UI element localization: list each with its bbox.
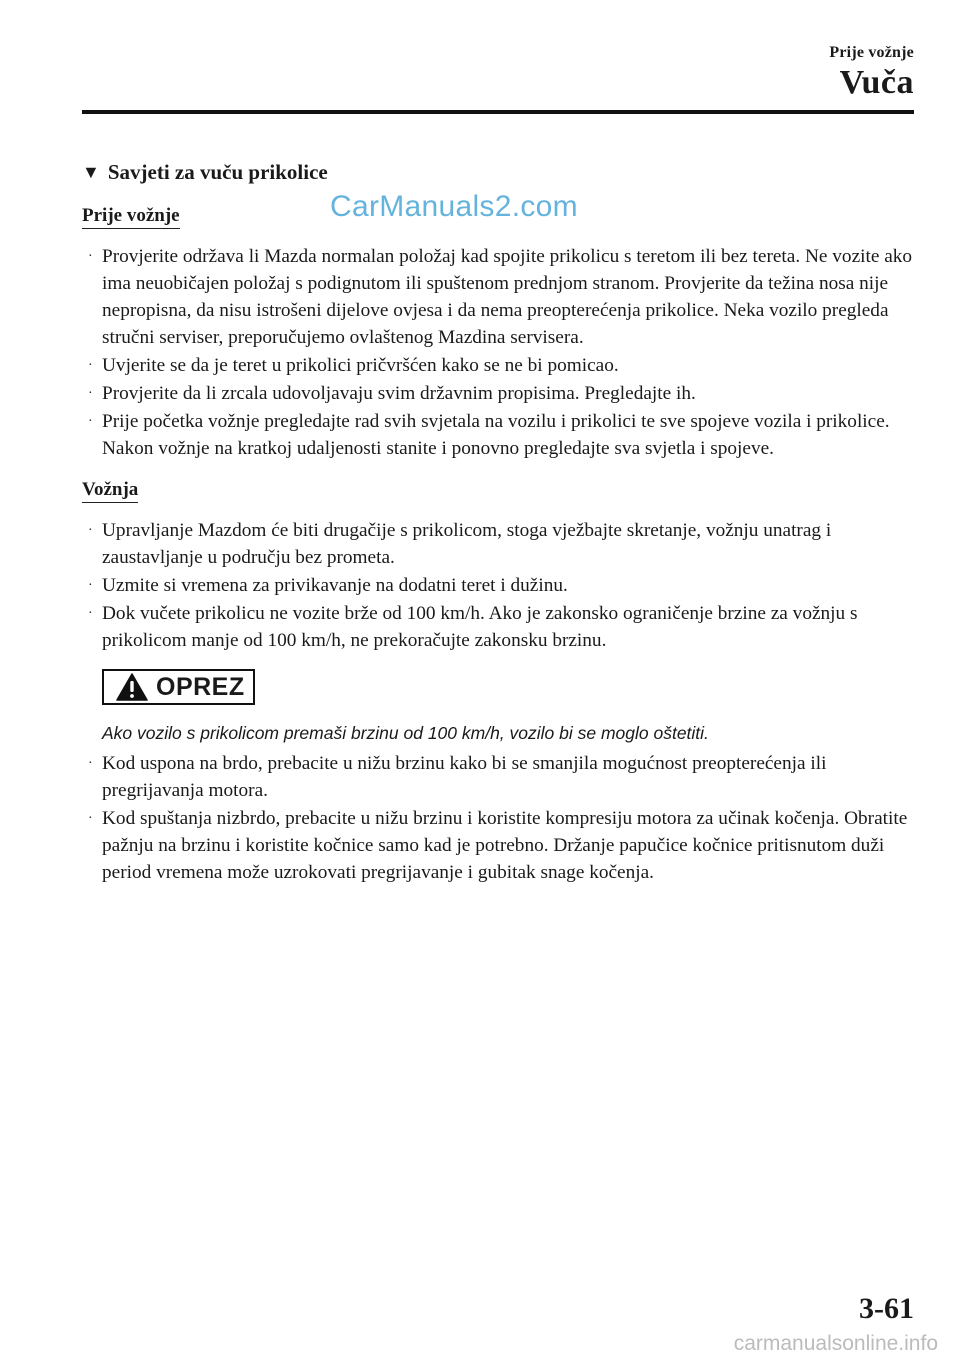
bullet-icon: · [88,414,93,429]
section-heading-text: Savjeti za vuču prikolice [107,160,328,184]
caution-text: Ako vozilo s prikolicom premaši brzinu od 100 km/h, vozilo bi se moglo oštetiti. [102,723,709,743]
main-content [82,160,914,887]
bullet-icon: · [88,811,93,826]
subheading-driving: Vožnja [82,479,138,503]
page-number: 3-61 [859,1292,914,1325]
header-title: Vuča [839,64,914,101]
driving-list [82,517,914,654]
warning-triangle-icon [116,673,148,701]
list-item: · Provjerite da li zrcala udovoljavaju svim državnim propisima. Pregledajte ih. [82,380,914,407]
caution-label: OPREZ [156,672,245,701]
header-divider [82,110,914,114]
watermark: CarManuals2.com [330,190,578,223]
page-header [829,44,914,102]
bullet-icon: · [88,523,93,538]
source-watermark: carmanualsonline.info [733,1332,938,1355]
caution-box [102,669,255,705]
before-driving-list [82,243,914,462]
subheading-before-driving: Prije vožnje [82,205,180,229]
list-item: · Dok vučete prikolicu ne vozite brže od 100 km/h. Ako je zakonsko ograničenje brzine za vožnju s prikolicom manje od 100 km/h, ne prekoračujte zakonsku brzinu. [82,600,914,654]
list-item: · Prije početka vožnje pregledajte rad svih svjetala na vozilu i prikolici te sve spojeve vozila i prikolice. Nakon vožnje na kratkoj udaljenosti stanite i ponovno pregledajte sva svjetla i spojeve. [82,408,914,462]
section-heading [82,160,914,185]
bullet-icon: · [88,606,93,621]
header-section-name: Prije vožnje [829,44,914,61]
bullet-icon: · [88,756,93,771]
bullet-icon: · [88,358,93,373]
bullet-icon: · [88,249,93,264]
list-item: · Kod uspona na brdo, prebacite u nižu brzinu kako bi se smanjila mogućnost preopterećenja ili pregrijavanja motora. [82,750,914,804]
bullet-icon: · [88,386,93,401]
driving-list-continued [82,750,914,886]
list-item: · Upravljanje Mazdom će biti drugačije s prikolicom, stoga vježbajte skretanje, vožnju unatrag i zaustavljanje u području bez prometa. [82,517,914,571]
triangle-marker-icon: ▼ [82,162,100,182]
list-item: · Uvjerite se da je teret u prikolici pričvršćen kako se ne bi pomicao. [82,352,914,379]
list-item: · Kod spuštanja nizbrdo, prebacite u nižu brzinu i koristite kompresiju motora za učinak kočenja. Obratite pažnju na brzinu i koristite kočnice samo kad je potrebno. Držanje papučice kočnice pritisnutom duži period vremena može uzrokovati pregrijavanje i gubitak snage kočenja. [82,805,914,886]
list-item: · Provjerite održava li Mazda normalan položaj kad spojite prikolicu s teretom ili bez tereta. Ne vozite ako ima neuobičajen položaj s podignutom ili spuštenom prednjom stranom. Provjerite da težina nosa nije nepropisna, da nisu istrošeni dijelove ovjesa i da nema preopterećenja prikolice. Neka vozilo pregleda stručni serviser, preporučujemo ovlaštenog Mazdina servisera. [82,243,914,351]
list-item: · Uzmite si vremena za privikavanje na dodatni teret i dužinu. [82,572,914,599]
bullet-icon: · [88,578,93,593]
